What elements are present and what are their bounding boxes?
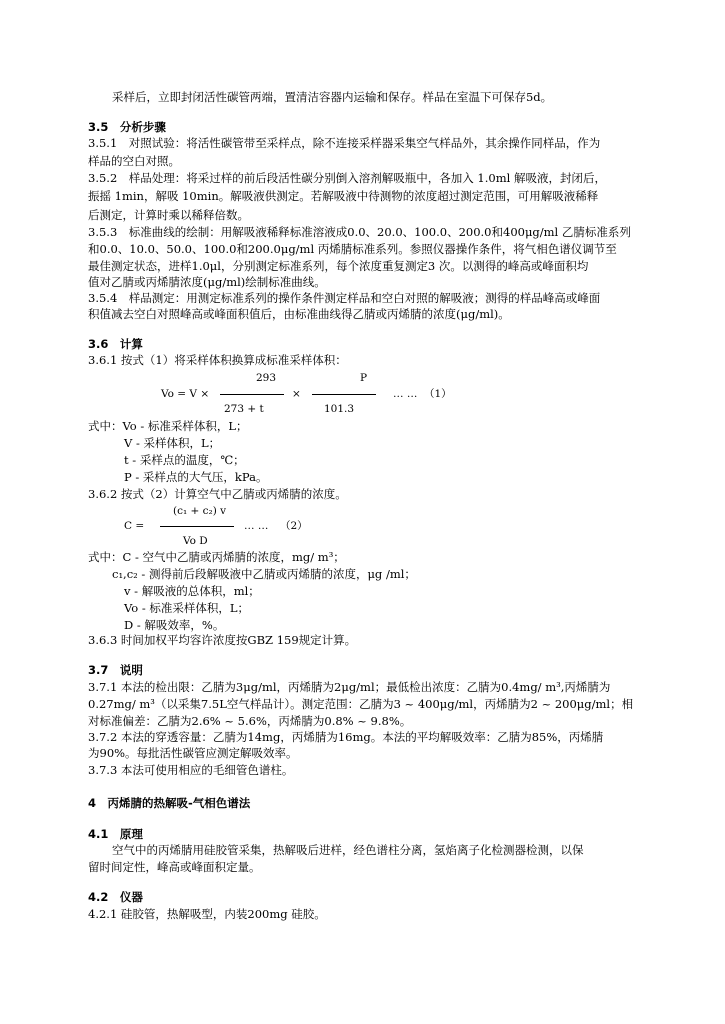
formula-2-denominator: Vo D bbox=[183, 535, 208, 547]
formula-2-definition: 式中：C - 空气中乙腈或丙烯腈的浓度，mg/ m³； bbox=[88, 550, 345, 564]
para-3-5-3-line: 3.5.3 标准曲线的绘制：用解吸液稀释标准溶液成0.0、20.0、100.0、200.0和400μg/ml 乙腈标准系列 bbox=[88, 225, 631, 239]
para-3-5-3-line: 值对乙腈或丙烯腈浓度(μg/ml)绘制标准曲线。 bbox=[88, 275, 326, 289]
para-3-5-2-line: 振摇 1min，解吸 10min。解吸液供测定。若解吸液中待测物的浓度超过测定范围，可用解吸液稀释 bbox=[88, 189, 599, 203]
para-3-5-1-line: 样品的空白对照。 bbox=[88, 154, 180, 168]
formula-1-denominator-2: 101.3 bbox=[324, 403, 355, 415]
para-3-5-2-line: 后测定，计算时乘以稀释倍数。 bbox=[88, 208, 249, 222]
formula-2-definition: Vo - 标准采样体积，L； bbox=[124, 601, 250, 615]
intro-paragraph: 采样后，立即封闭活性碳管两端，置清洁容器内运输和保存。样品在室温下可保存5d。 bbox=[112, 90, 553, 104]
para-3-6-1: 3.6.1 按式（1）将采样体积换算成标准采样体积： bbox=[88, 353, 347, 367]
formula-1-definition: V - 采样体积，L； bbox=[124, 436, 221, 450]
para-3-7-3: 3.7.3 本法可使用相应的毛细管色谱柱。 bbox=[88, 763, 294, 777]
formula-2-definition: v - 解吸液的总体积，ml； bbox=[124, 584, 260, 598]
para-3-7-1-line: 0.27mg/ m³（以采集7.5L空气样品计）。测定范围：乙腈为3 ~ 400μg/ml，丙烯腈为2 ~ 200μg/ml；相 bbox=[88, 697, 634, 711]
formula-2-numerator: (c₁ + c₂) v bbox=[173, 505, 227, 517]
para-3-6-2: 3.6.2 按式（2）计算空气中乙腈或丙烯腈的浓度。 bbox=[88, 487, 347, 501]
section-heading-4: 4 丙烯腈的热解吸-气相色谱法 bbox=[88, 796, 251, 810]
formula-1-definition: 式中：Vo - 标准采样体积，L； bbox=[88, 419, 248, 433]
formula-2-dots: … … bbox=[244, 520, 269, 532]
formula-2-number: （2） bbox=[280, 520, 308, 532]
para-3-5-3-line: 和0.0、10.0、50.0、100.0和200.0μg/ml 丙烯腈标准系列。参照仪器操作条件，将气相色谱仪调节至 bbox=[88, 242, 617, 256]
section-heading-3-5: 3.5 分析步骤 bbox=[88, 120, 166, 134]
para-3-6-3: 3.6.3 时间加权平均容许浓度按GBZ 159规定计算。 bbox=[88, 633, 357, 647]
formula-2-fraction-bar bbox=[160, 526, 234, 527]
formula-2-definition: c₁,c₂ - 测得前后段解吸液中乙腈或丙烯腈的浓度，μg /ml； bbox=[112, 567, 416, 581]
para-3-7-2-line: 3.7.2 本法的穿透容量：乙腈为14mg，丙烯腈为16mg。本法的平均解吸效率：乙腈为85%，丙烯腈 bbox=[88, 730, 604, 744]
section-heading-3-7: 3.7 说明 bbox=[88, 663, 143, 677]
para-3-5-4-line: 积值减去空白对照峰高或峰面积值后，由标准曲线得乙腈或丙烯腈的浓度(μg/ml)。 bbox=[88, 307, 510, 321]
para-3-7-1-line: 3.7.1 本法的检出限：乙腈为3μg/ml，丙烯腈为2μg/ml；最低检出浓度：乙腈为0.4mg/ m³,丙烯腈为 bbox=[88, 680, 611, 694]
para-3-5-3-line: 最佳测定状态，进样1.0μl，分别测定标准系列，每个浓度重复测定3 次。以测得的峰高或峰面积均 bbox=[88, 259, 589, 273]
section-heading-4-2: 4.2 仪器 bbox=[88, 890, 143, 904]
formula-1-number: （1） bbox=[424, 388, 452, 400]
section-heading-3-6: 3.6 计算 bbox=[88, 337, 143, 351]
formula-1-denominator-1: 273 + t bbox=[224, 403, 264, 415]
para-4-1-line: 空气中的丙烯腈用硅胶管采集，热解吸后进样，经色谱柱分离，氢焰离子化检测器检测，以保 bbox=[112, 843, 584, 857]
formula-1-numerator-2: P bbox=[360, 372, 368, 384]
para-3-5-1-line: 3.5.1 对照试验：将活性碳管带至采样点，除不连接采样器采集空气样品外，其余操作同样品，作为 bbox=[88, 136, 601, 150]
formula-2-definition: D - 解吸效率，%。 bbox=[124, 618, 225, 632]
formula-1-definition: t - 采样点的温度，℃； bbox=[124, 453, 245, 467]
para-4-1-line: 留时间定性，峰高或峰面积定量。 bbox=[88, 860, 261, 874]
formula-1-numerator-1: 293 bbox=[256, 372, 277, 384]
para-3-5-4-line: 3.5.4 样品测定：用测定标准系列的操作条件测定样品和空白对照的解吸液；测得的样品峰高或峰面 bbox=[88, 291, 601, 305]
para-4-2-1: 4.2.1 硅胶管，热解吸型，内装200mg 硅胶。 bbox=[88, 907, 326, 921]
formula-2-lhs: C = bbox=[124, 520, 145, 532]
para-3-7-1-line: 对标准偏差：乙腈为2.6% ~ 5.6%，丙烯腈为0.8% ~ 9.8%。 bbox=[88, 714, 412, 728]
formula-1-times: × bbox=[292, 388, 301, 400]
section-heading-4-1: 4.1 原理 bbox=[88, 827, 143, 841]
formula-1-lhs: Vo = V × bbox=[161, 388, 210, 400]
formula-1-fraction-bar-1 bbox=[220, 394, 284, 395]
formula-1-definition: P - 采样点的大气压，kPa。 bbox=[124, 470, 268, 484]
formula-1-fraction-bar-2 bbox=[312, 394, 376, 395]
formula-1-dots: … … bbox=[393, 388, 418, 400]
para-3-7-2-line: 为90%。每批活性碳管应测定解吸效率。 bbox=[88, 746, 298, 760]
para-3-5-2-line: 3.5.2 样品处理：将采过样的前后段活性碳分别倒入溶剂解吸瓶中，各加入 1.0ml 解吸液，封闭后， bbox=[88, 171, 606, 185]
